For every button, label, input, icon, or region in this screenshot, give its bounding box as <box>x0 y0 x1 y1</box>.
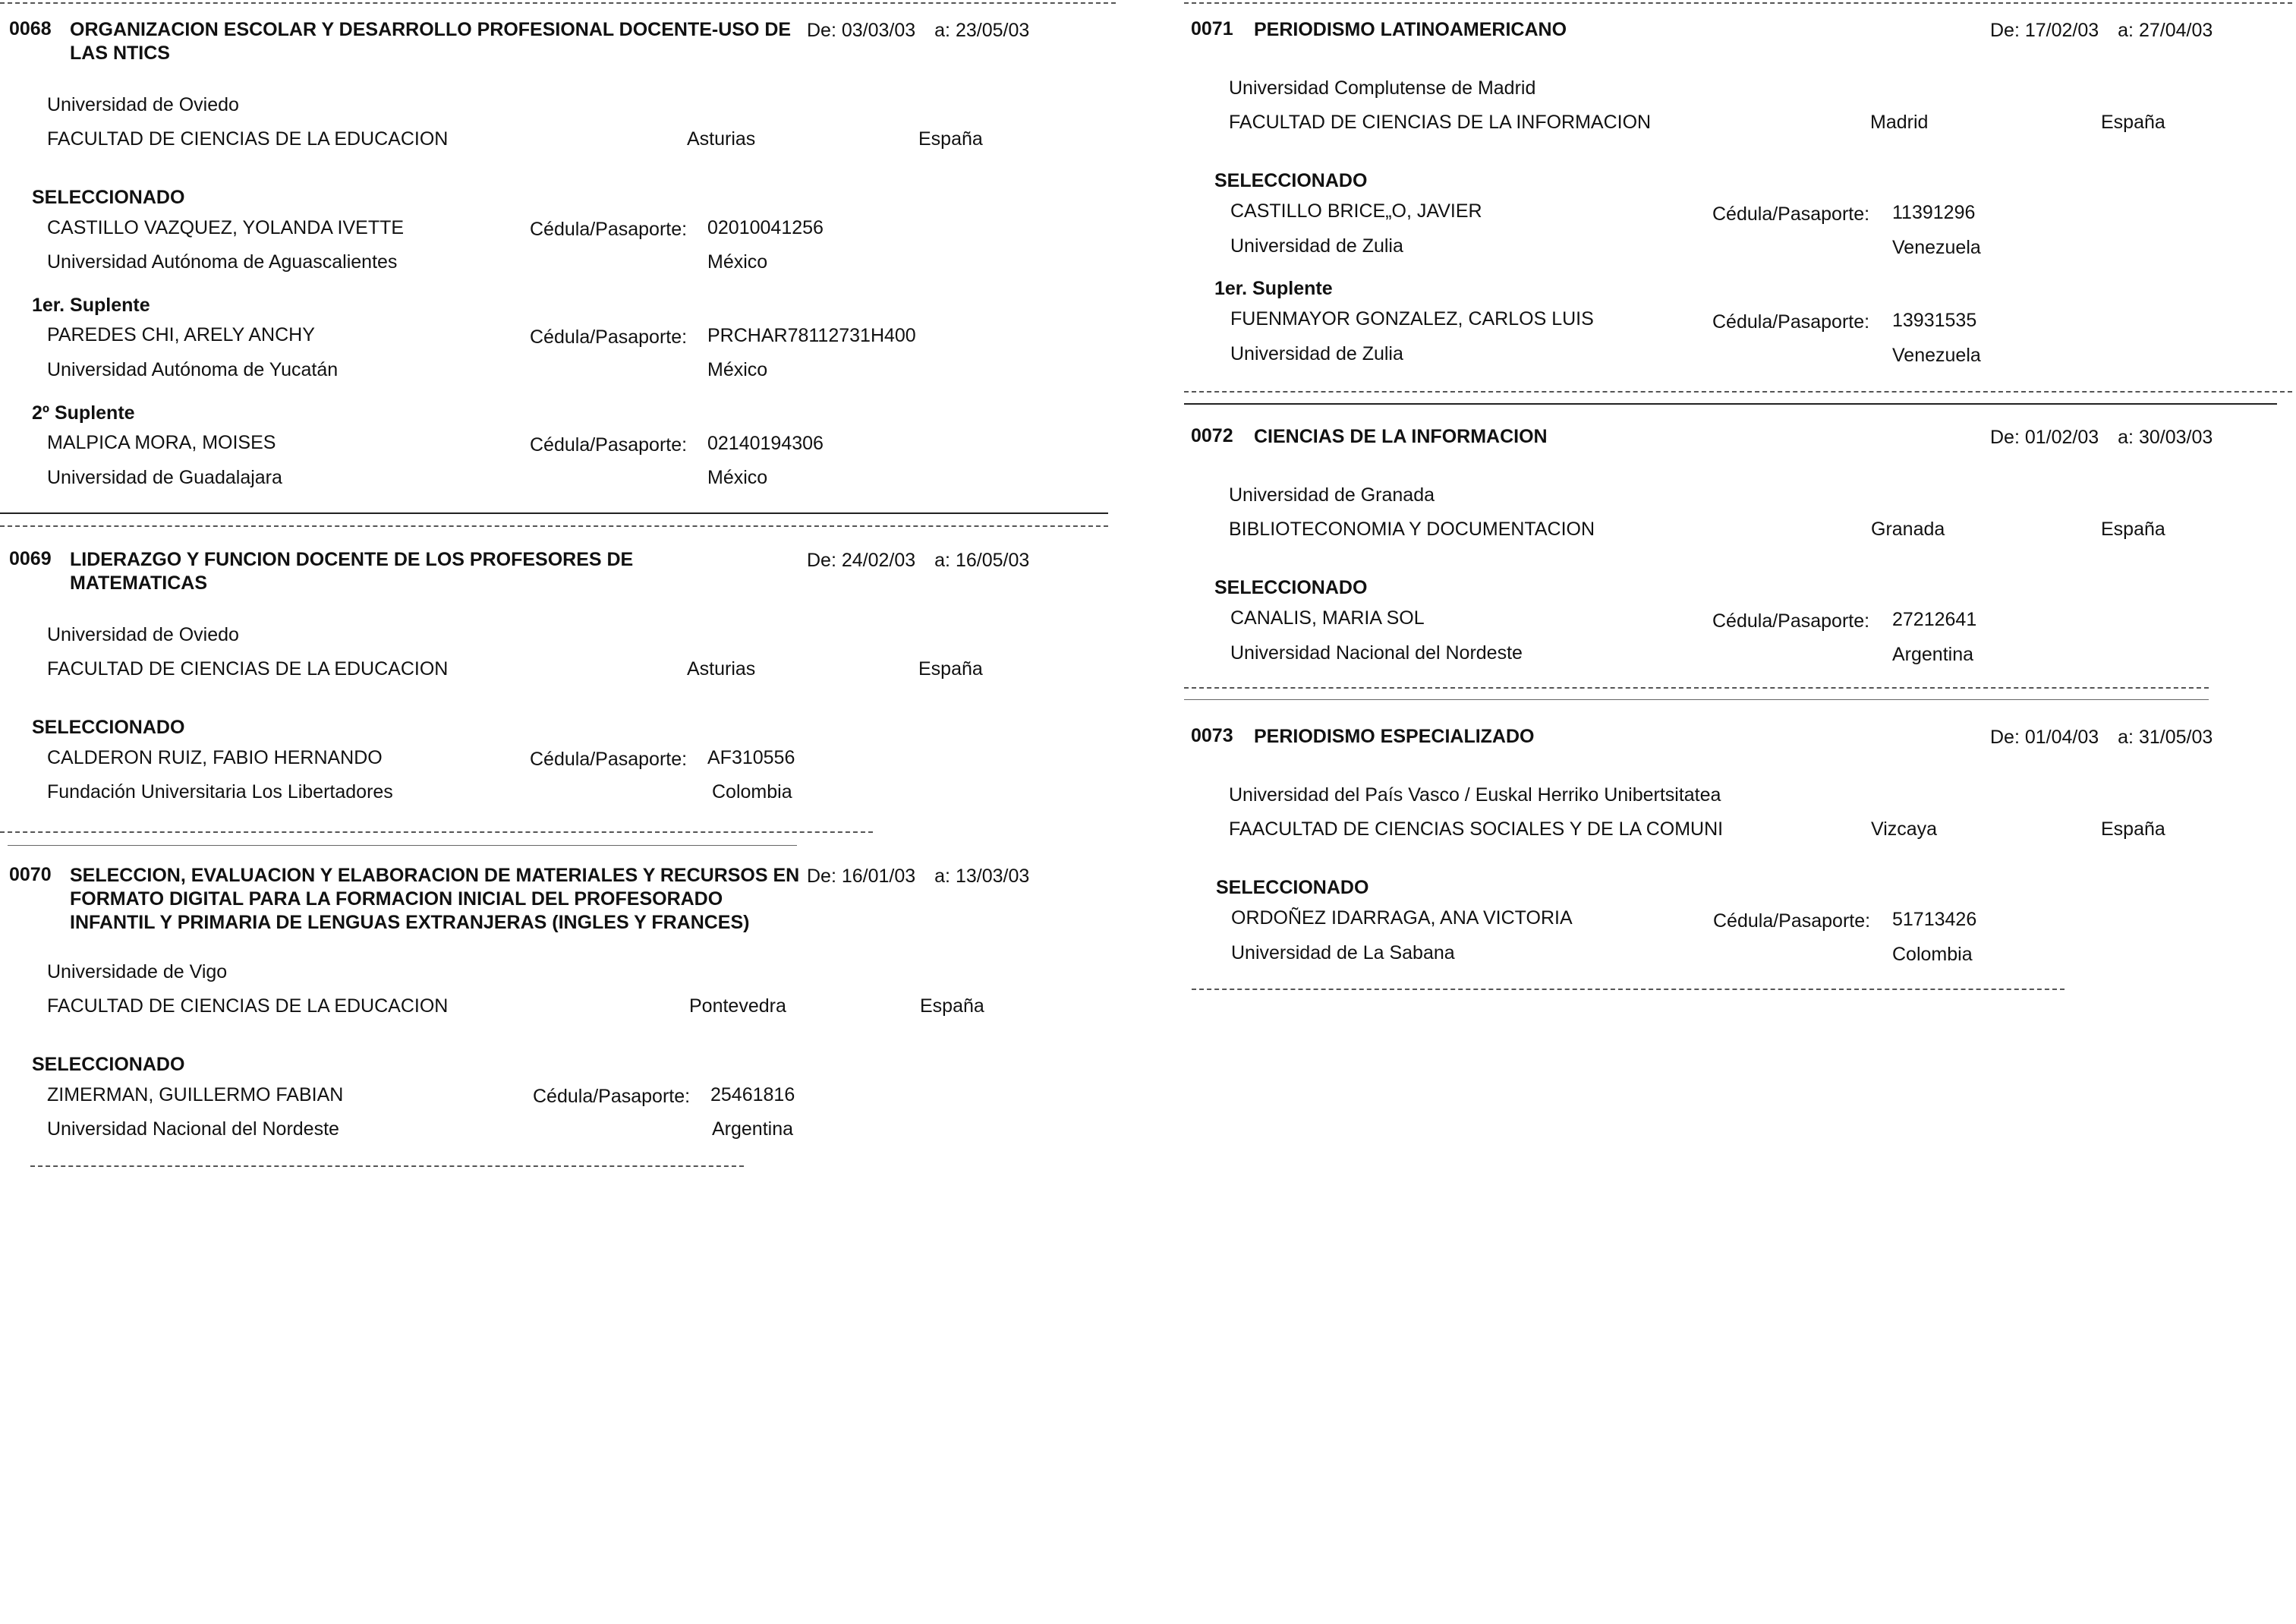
separator <box>1184 687 2209 689</box>
person-country: México <box>707 359 768 380</box>
course-title: CIENCIAS DE LA INFORMACION <box>1254 426 1548 447</box>
from-label: De: <box>807 20 836 41</box>
person-country: México <box>707 251 768 273</box>
host-country: España <box>918 658 983 680</box>
separator <box>0 512 1108 514</box>
to-label: a: <box>934 20 950 41</box>
person-country: Venezuela <box>1892 237 1981 258</box>
person-id: PRCHAR78112731H400 <box>707 325 916 346</box>
separator <box>8 845 797 846</box>
course-dates <box>1990 727 2213 749</box>
host-country: España <box>2101 112 2165 133</box>
separator <box>0 525 1108 527</box>
from-date: 17/02/03 <box>2024 20 2099 41</box>
from-label: De: <box>1990 727 2020 748</box>
from-label: De: <box>807 550 836 571</box>
course-number: 0069 <box>9 548 52 569</box>
from-date: 03/03/03 <box>841 20 916 41</box>
person-name: CASTILLO BRICE„O, JAVIER <box>1230 200 1482 222</box>
host-country: España <box>2101 818 2165 840</box>
host-country: España <box>2101 519 2165 540</box>
person-id: 02010041256 <box>707 217 824 238</box>
host-faculty: FACULTAD DE CIENCIAS DE LA EDUCACION <box>47 128 449 150</box>
separator <box>1184 699 2209 700</box>
from-date: 01/02/03 <box>2024 427 2099 448</box>
person-id: 02140194306 <box>707 433 824 454</box>
person-university: Universidad Nacional del Nordeste <box>47 1118 339 1140</box>
to-date: 23/05/03 <box>955 20 1030 41</box>
course-title: LIDERAZGO Y FUNCION DOCENTE DE LOS PROFESORES DE MATEMATICAS <box>70 549 634 594</box>
to-label: a: <box>2118 727 2134 748</box>
host-faculty: FACULTAD DE CIENCIAS DE LA EDUCACION <box>47 658 449 680</box>
to-date: 31/05/03 <box>2138 727 2213 748</box>
host-province: Asturias <box>687 658 756 680</box>
host-province: Madrid <box>1870 112 1929 133</box>
person-university: Universidad Autónoma de Aguascalientes <box>47 251 398 273</box>
course-title: SELECCION, EVALUACION Y ELABORACION DE MATERIALES Y RECURSOS EN FORMATO DIGITAL PARA LA FORMACION INICIAL DEL PROFESORADO INFANTIL Y PRIMARIA DE LENGUAS EXTRANJERAS (INGLES Y FRANCES) <box>70 865 800 933</box>
separator <box>30 1165 744 1167</box>
host-province: Pontevedra <box>689 995 786 1017</box>
host-faculty: FAACULTAD DE CIENCIAS SOCIALES Y DE LA COMUNI <box>1229 818 1724 840</box>
from-label: De: <box>1990 427 2020 448</box>
person-name: PAREDES CHI, ARELY ANCHY <box>47 324 315 345</box>
person-name: ZIMERMAN, GUILLERMO FABIAN <box>47 1084 344 1105</box>
host-university: Universidad del País Vasco / Euskal Herriko Unibertsitatea <box>1229 784 1721 806</box>
person-id: AF310556 <box>707 747 795 768</box>
from-date: 24/02/03 <box>841 550 916 571</box>
person-id: 27212641 <box>1892 609 1977 630</box>
course-title: PERIODISMO ESPECIALIZADO <box>1254 726 1535 747</box>
category-label: SELECCIONADO <box>32 1054 185 1075</box>
to-label: a: <box>934 866 950 887</box>
host-university: Universidad Complutense de Madrid <box>1229 77 1536 99</box>
category-label: SELECCIONADO <box>1216 877 1369 898</box>
id-label: Cédula/Pasaporte: <box>530 219 688 240</box>
person-name: CANALIS, MARIA SOL <box>1230 607 1425 629</box>
category-label: SELECCIONADO <box>1214 170 1368 191</box>
to-date: 16/05/03 <box>955 550 1030 571</box>
to-label: a: <box>2118 427 2134 448</box>
id-label: Cédula/Pasaporte: <box>1712 203 1870 225</box>
person-university: Universidad de Zulia <box>1230 235 1403 257</box>
course-title: ORGANIZACION ESCOLAR Y DESARROLLO PROFESIONAL DOCENTE-USO DE LAS NTICS <box>70 19 792 64</box>
person-id: 25461816 <box>710 1084 795 1105</box>
person-university: Universidad de La Sabana <box>1231 942 1455 963</box>
person-id: 51713426 <box>1892 909 1977 930</box>
host-province: Asturias <box>687 128 756 150</box>
course-number: 0071 <box>1191 18 1233 39</box>
category-label: 2º Suplente <box>32 402 135 424</box>
course-number: 0073 <box>1191 725 1233 746</box>
person-id: 11391296 <box>1892 202 1976 223</box>
person-university: Universidad de Guadalajara <box>47 467 282 488</box>
person-country: México <box>707 467 768 488</box>
from-date: 16/01/03 <box>841 866 916 887</box>
id-label: Cédula/Pasaporte: <box>1713 910 1871 932</box>
person-university: Universidad de Zulia <box>1230 343 1403 364</box>
person-university: Fundación Universitaria Los Libertadores <box>47 781 393 803</box>
host-province: Granada <box>1871 519 1945 540</box>
to-label: a: <box>934 550 950 571</box>
separator <box>1184 2 2292 4</box>
to-date: 13/03/03 <box>955 866 1030 887</box>
course-dates <box>807 20 1029 42</box>
course-title: PERIODISMO LATINOAMERICANO <box>1254 19 1567 40</box>
course-dates <box>1990 20 2213 42</box>
person-name: CALDERON RUIZ, FABIO HERNANDO <box>47 747 383 768</box>
person-name: ORDOÑEZ IDARRAGA, ANA VICTORIA <box>1231 907 1573 929</box>
category-label: 1er. Suplente <box>32 295 150 316</box>
host-university: Universidad de Oviedo <box>47 624 239 645</box>
id-label: Cédula/Pasaporte: <box>1712 311 1870 333</box>
separator <box>1184 391 2292 393</box>
category-label: 1er. Suplente <box>1214 278 1333 299</box>
to-date: 27/04/03 <box>2138 20 2213 41</box>
person-university: Universidad Autónoma de Yucatán <box>47 359 339 380</box>
host-university: Universidad de Oviedo <box>47 94 239 115</box>
id-label: Cédula/Pasaporte: <box>530 434 688 456</box>
id-label: Cédula/Pasaporte: <box>530 326 688 348</box>
course-dates <box>1990 427 2213 449</box>
person-country: Colombia <box>1892 944 1973 965</box>
person-name: MALPICA MORA, MOISES <box>47 432 276 453</box>
from-label: De: <box>1990 20 2020 41</box>
course-number: 0070 <box>9 864 52 885</box>
id-label: Cédula/Pasaporte: <box>533 1086 691 1107</box>
from-date: 01/04/03 <box>2024 727 2099 748</box>
person-country: Colombia <box>712 781 792 803</box>
host-university: Universidad de Granada <box>1229 484 1435 506</box>
host-faculty: FACULTAD DE CIENCIAS DE LA INFORMACION <box>1229 112 1652 133</box>
course-number: 0068 <box>9 18 52 39</box>
category-label: SELECCIONADO <box>1214 577 1368 598</box>
to-label: a: <box>2118 20 2134 41</box>
person-country: Argentina <box>712 1118 794 1140</box>
host-province: Vizcaya <box>1871 818 1938 840</box>
from-label: De: <box>807 866 836 887</box>
person-name: CASTILLO VAZQUEZ, YOLANDA IVETTE <box>47 217 405 238</box>
course-number: 0072 <box>1191 425 1233 446</box>
person-country: Venezuela <box>1892 345 1981 366</box>
separator <box>0 831 873 833</box>
host-country: España <box>920 995 984 1017</box>
host-faculty: BIBLIOTECONOMIA Y DOCUMENTACION <box>1229 519 1595 540</box>
course-dates <box>807 866 1029 888</box>
separator <box>1184 403 2277 405</box>
category-label: SELECCIONADO <box>32 187 185 208</box>
id-label: Cédula/Pasaporte: <box>1712 610 1870 632</box>
category-label: SELECCIONADO <box>32 717 185 738</box>
host-university: Universidade de Vigo <box>47 961 228 982</box>
id-label: Cédula/Pasaporte: <box>530 749 688 770</box>
person-id: 13931535 <box>1892 310 1977 331</box>
host-faculty: FACULTAD DE CIENCIAS DE LA EDUCACION <box>47 995 449 1017</box>
to-date: 30/03/03 <box>2138 427 2213 448</box>
host-country: España <box>918 128 983 150</box>
person-country: Argentina <box>1892 644 1974 665</box>
course-dates <box>807 550 1029 572</box>
separator <box>1192 989 2065 990</box>
person-name: FUENMAYOR GONZALEZ, CARLOS LUIS <box>1230 308 1594 330</box>
person-university: Universidad Nacional del Nordeste <box>1230 642 1523 664</box>
separator <box>0 2 1116 4</box>
